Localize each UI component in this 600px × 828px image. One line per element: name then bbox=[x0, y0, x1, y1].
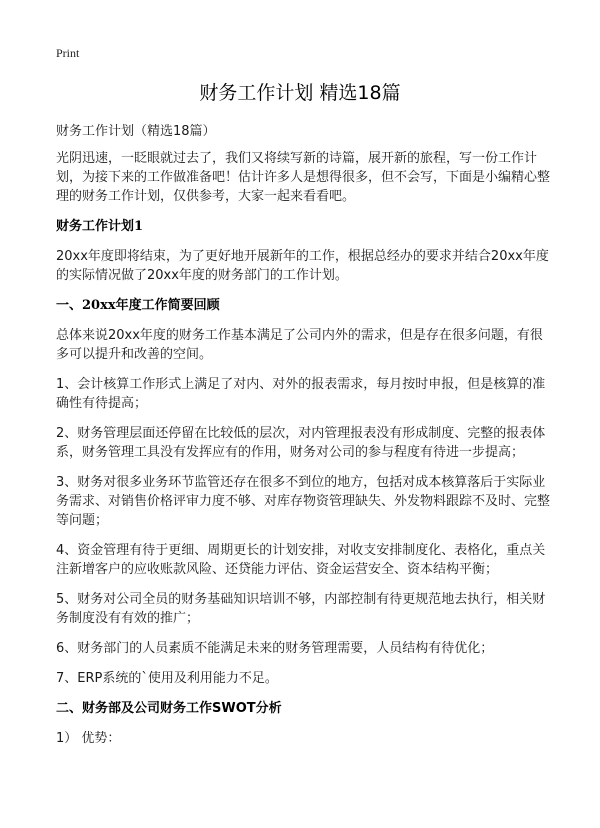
section-intro-paragraph: 20xx年度即将结束，为了更好地开展新年的工作，根据总经办的要求并结合20xx年度的实际情况做了20xx年度的财务部门的工作计划。 bbox=[56, 249, 549, 283]
print-link[interactable]: Print bbox=[56, 46, 80, 60]
sub-heading: 1） 优势： bbox=[56, 731, 121, 746]
list-item: 2、财务管理层面还停留在比较低的层次，对内管理报表没有形成制度、完整的报表体系，财务管理工具没有发挥应有的作用，财务对公司的参与程度有待进一步提高； bbox=[56, 426, 546, 460]
section-heading: 财务工作计划1 bbox=[56, 219, 144, 234]
document-subtitle: 财务工作计划（精选18篇） bbox=[56, 124, 216, 139]
list-item: 6、财务部门的人员素质不能满足未来的财务管理需要，人员结构有待优化； bbox=[56, 641, 494, 656]
list-item: 4、资金管理有待于更细、周期更长的计划安排，对收支安排制度化、表格化，重点关注新增客户的应收账款风险、还贷能力评估、资金运营安全、资本结构平衡； bbox=[56, 543, 546, 577]
part-heading: 二、财务部及公司财务工作SWOT分析 bbox=[56, 701, 282, 716]
list-item: 5、财务对公司全员的财务基础知识培训不够，内部控制有待更规范地去执行，相关财务制度没有有效的推广； bbox=[56, 592, 546, 626]
list-item: 1、会计核算工作形式上满足了对内、对外的报表需求，每月按时申报，但是核算的准确性有待提高； bbox=[56, 377, 546, 411]
list-item: 3、财务对很多业务环节监管还存在很多不到位的地方，包括对成本核算落后于实际业务需求、对销售价格评审力度不够、对库存物资管理缺失、外发物料跟踪不及时、完整等问题； bbox=[56, 475, 551, 528]
page-title: 财务工作计划 精选18篇 bbox=[199, 82, 401, 104]
list-item: 7、ERP系统的`使用及利用能力不足。 bbox=[56, 671, 278, 686]
document-body bbox=[56, 122, 552, 759]
part-heading: 一、20xx年度工作简要回顾 bbox=[56, 298, 220, 313]
summary-paragraph: 总体来说20xx年度的财务工作基本满足了公司内外的需求，但是存在很多问题，有很多可以提升和改善的空间。 bbox=[56, 328, 543, 362]
intro-paragraph: 光阴迅速，一眨眼就过去了，我们又将续写新的诗篇，展开新的旅程，写一份工作计划，为接下来的工作做准备吧！估计许多人是想得很多，但不会写，下面是小编精心整理的财务工作计划，仅供参考，大家一起来看看吧。 bbox=[56, 151, 551, 204]
